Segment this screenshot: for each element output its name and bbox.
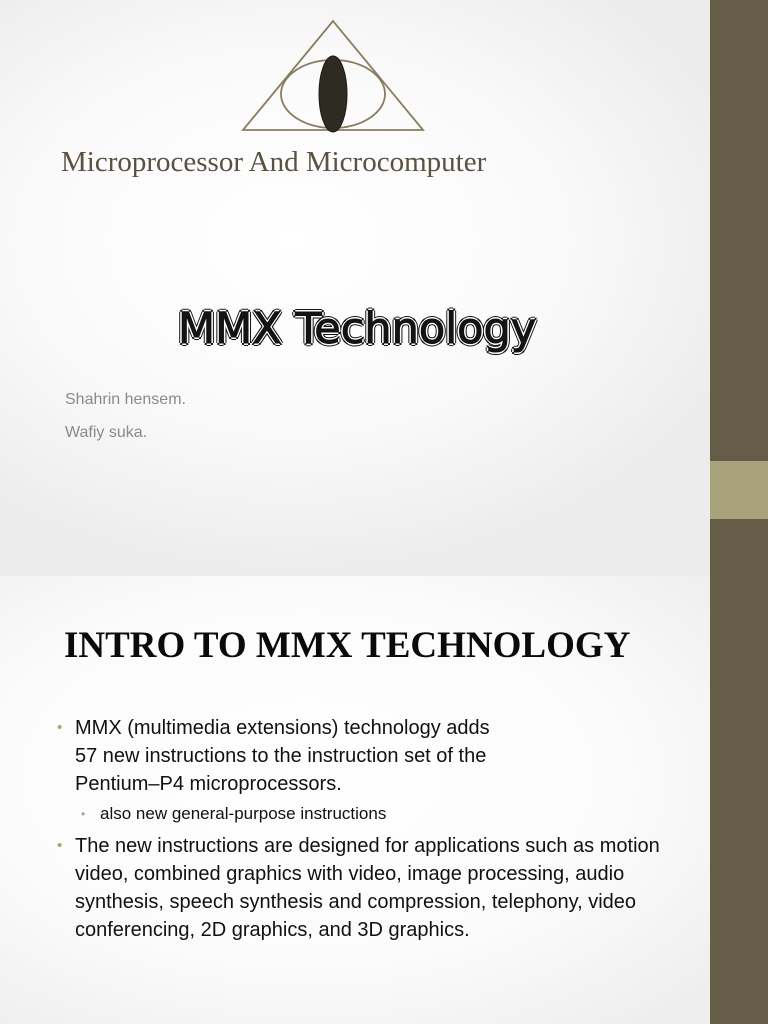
intro-slide	[0, 576, 768, 1024]
bullet-icon: •	[57, 837, 63, 854]
author-name: Shahrin hensem.	[65, 391, 186, 408]
bullet-icon: •	[81, 807, 86, 821]
side-decoration-bar	[710, 576, 768, 1024]
main-title: MMX Technology	[178, 304, 537, 354]
side-decoration-accent	[710, 461, 768, 519]
bullet-list	[55, 714, 675, 944]
bullet-icon: •	[57, 719, 63, 736]
bullet-text: The new instructions are designed for applications such as motion video, combined graphics with video, image processing, audio synthesis, speech synthesis and compression, telephony, video conferencing, 2D graphics, and 3D graphics.	[75, 835, 660, 941]
list-item	[55, 832, 675, 944]
bullet-text: MMX (multimedia extensions) technology adds 57 new instructions to the instruction set of the Pentium–P4 microprocessors.	[75, 717, 490, 795]
bullet-text: also new general-purpose instructions	[100, 804, 387, 823]
author-name: Wafiy suka.	[65, 424, 148, 441]
list-item	[55, 802, 675, 826]
list-item	[55, 714, 675, 798]
course-title: Microprocessor And Microcomputer	[61, 146, 487, 178]
slide-title: INTRO TO MMX TECHNOLOGY	[64, 625, 631, 666]
eye-in-triangle-icon	[240, 18, 426, 134]
